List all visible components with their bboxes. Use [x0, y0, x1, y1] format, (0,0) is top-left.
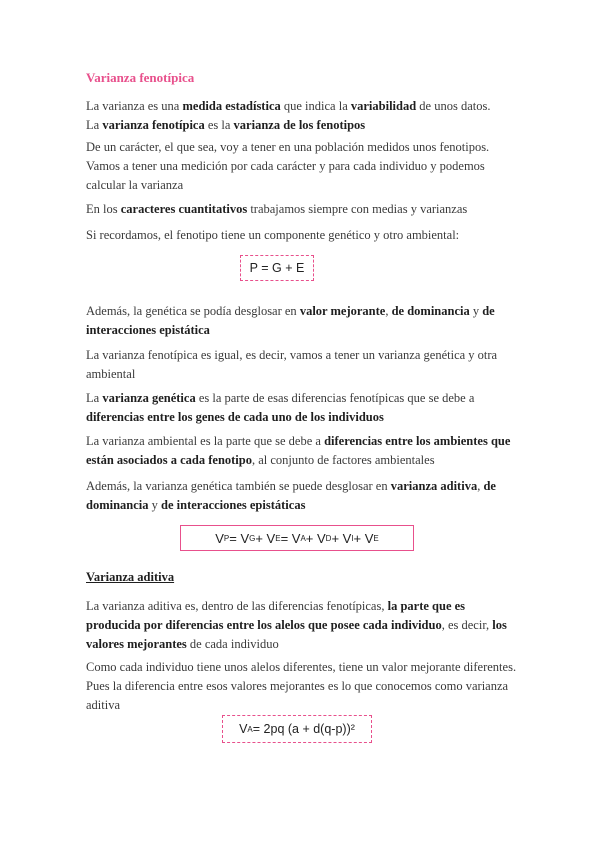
formula-text: = V [229, 530, 250, 546]
bold-term: caracteres cuantitativos [120, 202, 248, 216]
text-run: , es decir, [441, 618, 493, 632]
formula-text: + V [255, 530, 276, 546]
formula-subscript: E [373, 533, 379, 543]
text-run: y [148, 498, 162, 512]
formula-text: V [215, 530, 224, 546]
text-run: La varianza ambiental es la parte que se debe a [86, 434, 325, 448]
bold-term: diferencias entre los genes de cada uno de los individuos [86, 410, 384, 424]
text-run: , [477, 479, 484, 493]
text-run: La [86, 391, 103, 405]
text-run: , [385, 304, 392, 318]
paragraph-genetica-desglose [86, 302, 518, 340]
text-run: de cada individuo [186, 637, 279, 651]
formula-text: = V [280, 530, 301, 546]
formula-subscript: G [249, 533, 256, 543]
formula-subscript: D [325, 533, 332, 543]
formula-varianza-descomposicion [180, 525, 414, 551]
subheading-varianza-aditiva: Varianza aditiva [86, 570, 175, 584]
paragraph-genetica-desglose-2 [86, 477, 518, 515]
bold-term: varianza genética [102, 391, 196, 405]
bold-term: diferencias entre los ambientes que están asociados a cada fenotipo [86, 434, 511, 467]
formula-varianza-aditiva [222, 715, 372, 743]
bold-term: los valores mejorantes [86, 618, 507, 651]
text-run: es la [204, 118, 234, 132]
bold-term: valor mejorante [299, 304, 386, 318]
formula-text: V [239, 722, 248, 736]
bold-term: varianza fenotípica [102, 118, 205, 132]
bold-term: de dominancia [86, 479, 496, 512]
formula-text: + V [305, 530, 326, 546]
paragraph-valor-mejorante: Como cada individuo tiene unos alelos diferentes, tiene un valor mejorante diferentes. Pues la diferencia entre esos valores mejorantes es lo que conocemos como varianza aditiva [86, 660, 517, 712]
text-run: Además, la varianza genética también se puede desglosar en [86, 479, 391, 493]
formula-subscript: E [275, 533, 281, 543]
formula-subscript: A [300, 533, 306, 543]
paragraph-varianza-aditiva [86, 597, 518, 654]
paragraph-varianza-definition [86, 97, 518, 135]
formula-subscript: P [223, 533, 230, 543]
text-run: y [469, 304, 483, 318]
formula-fenotipo: P = G + E [240, 255, 314, 281]
text-run: La varianza es una [86, 99, 183, 113]
text-run: trabajamos siempre con medias y varianzas [247, 202, 468, 216]
bold-term: variabilidad [350, 99, 417, 113]
formula-text: = 2pq (a + d(q-p))² [252, 722, 355, 736]
text-run: es la parte de esas diferencias fenotípicas que se debe a [195, 391, 475, 405]
formula-text: + V [353, 530, 374, 546]
text-run: que indica la [280, 99, 351, 113]
bold-term: medida estadística [182, 99, 281, 113]
text-run: de unos datos. [416, 99, 491, 113]
text-run: , al conjunto de factores ambientales [251, 453, 435, 467]
paragraph-caracter: De un carácter, el que sea, voy a tener en una población medidos unos fenotipos. Vamos a tener una medición por cada carácter y para cada individuo y podemos calcular la varianza [86, 140, 490, 192]
bold-term: la parte que es producida por diferencias entre los alelos que posee cada individuo [86, 599, 466, 632]
text-run: Además, la genética se podía desglosar en [86, 304, 300, 318]
paragraph-varianza-ambiental [86, 432, 518, 470]
paragraph-fenotipo: Si recordamos, el fenotipo tiene un componente genético y otro ambiental: [86, 228, 460, 242]
formula-text: + V [331, 530, 352, 546]
paragraph-varianza-genetica [86, 389, 518, 427]
text-run: La [86, 118, 103, 132]
paragraph-cuantitativos [86, 200, 518, 219]
section-heading: Varianza fenotípica [86, 70, 195, 85]
text-run: En los [86, 202, 121, 216]
text-run: La varianza aditiva es, dentro de las diferencias fenotípicas, [86, 599, 388, 613]
formula-subscript: A [247, 724, 253, 734]
bold-term: de dominancia [391, 304, 470, 318]
bold-term: varianza aditiva [390, 479, 478, 493]
bold-term: de interacciones epistáticas [161, 498, 306, 512]
paragraph-varianza-fenotipica-igual: La varianza fenotípica es igual, es decir, vamos a tener un varianza genética y otra ambiental [86, 348, 498, 381]
bold-term: de interacciones epistática [86, 304, 495, 337]
formula-subscript: I [351, 533, 354, 543]
bold-term: varianza de los fenotipos [233, 118, 366, 132]
